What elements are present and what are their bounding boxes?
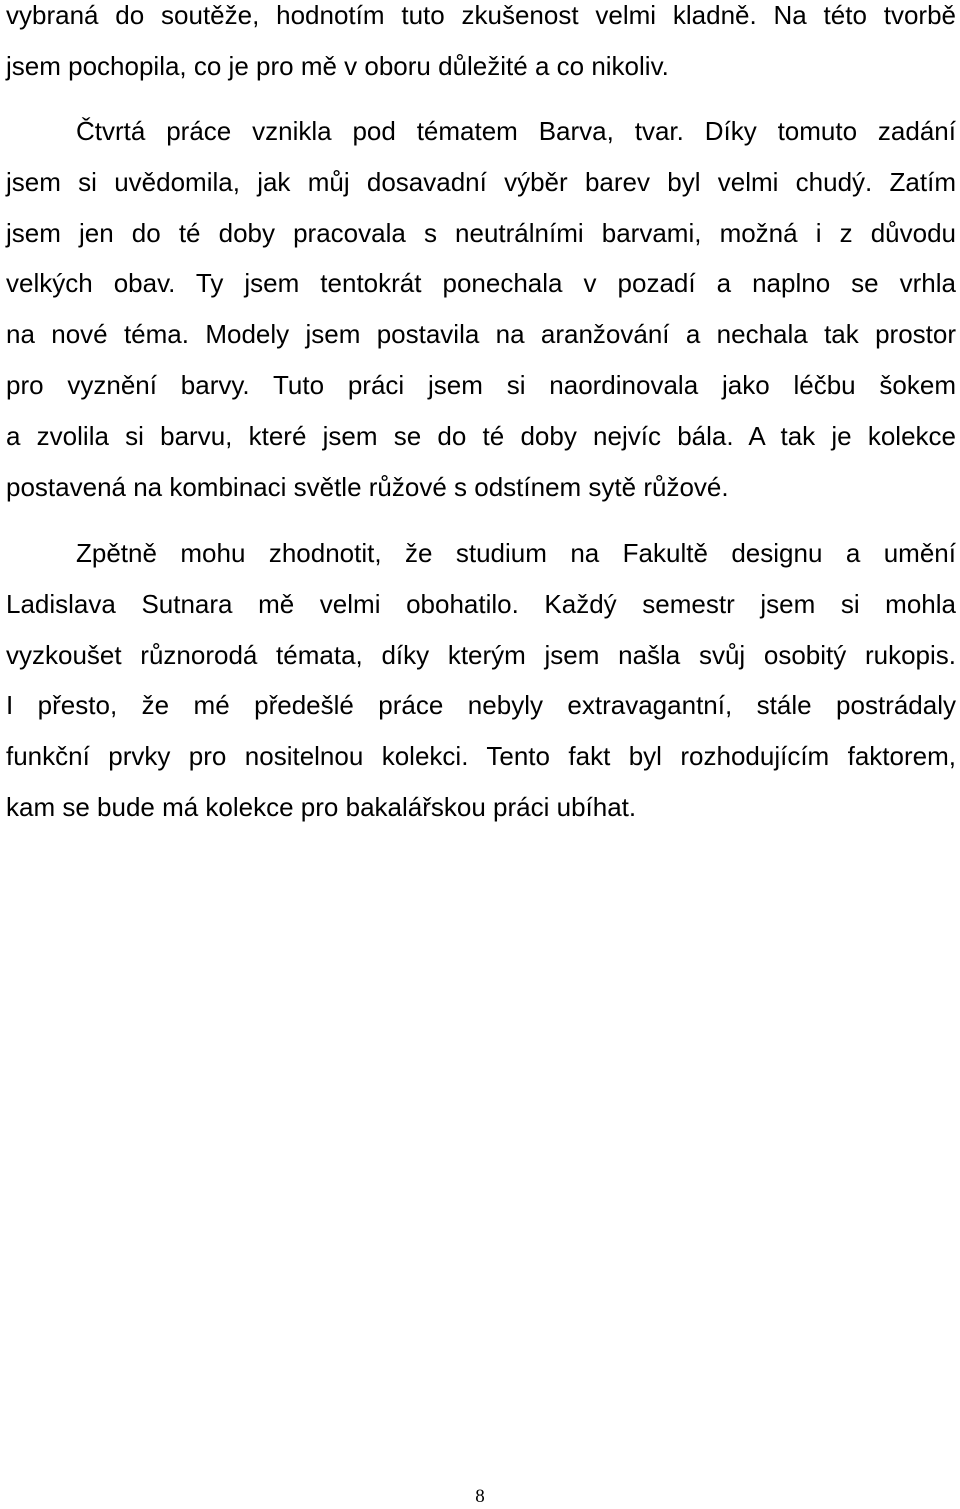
text-line: vybraná do soutěže, hodnotím tuto zkušenost velmi kladně. Na této tvorbě [6,0,956,30]
paragraph-1 [6,0,956,92]
text-line: kam se bude má kolekce pro bakalářskou práci ubíhat. [6,791,637,822]
paragraph-2 [6,106,956,512]
text-line: a zvolila si barvu, které jsem se do té doby nejvíc bála. A tak je kolekce [6,420,956,451]
text-line: postavená na kombinaci světle růžové s odstínem sytě růžové. [6,471,729,502]
text-line: vyzkoušet různorodá témata, díky kterým jsem našla svůj osobitý rukopis. [6,639,956,670]
text-line: I přesto, že mé předešlé práce nebyly extravagantní, stále postrádaly [6,690,956,721]
text-line: Čtvrtá práce vznikla pod tématem Barva, tvar. Díky tomuto zadání [76,116,956,146]
text-line: jsem si uvědomila, jak můj dosavadní výběr barev byl velmi chudý. Zatím [6,166,956,197]
text-line: Zpětně mohu zhodnotit, že studium na Fakultě designu a umění [76,538,956,568]
text-line: funkční prvky pro nositelnou kolekci. Tento fakt byl rozhodujícím faktorem, [6,741,956,772]
text-line: pro vyznění barvy. Tuto práci jsem si naordinovala jako léčbu šokem [6,369,956,400]
page-number: 8 [475,1486,485,1507]
paragraph-3 [6,528,956,833]
text-line: Ladislava Sutnara mě velmi obohatilo. Každý semestr jsem si mohla [6,588,956,619]
text-line: na nové téma. Modely jsem postavila na aranžování a nechala tak prostor [6,319,956,350]
text-line: velkých obav. Ty jsem tentokrát ponechala v pozadí a naplno se vrhla [6,268,956,299]
text-line: jsem jen do té doby pracovala s neutrálními barvami, možná i z důvodu [6,217,956,248]
text-line: jsem pochopila, co je pro mě v oboru důležité a co nikoliv. [6,50,669,81]
